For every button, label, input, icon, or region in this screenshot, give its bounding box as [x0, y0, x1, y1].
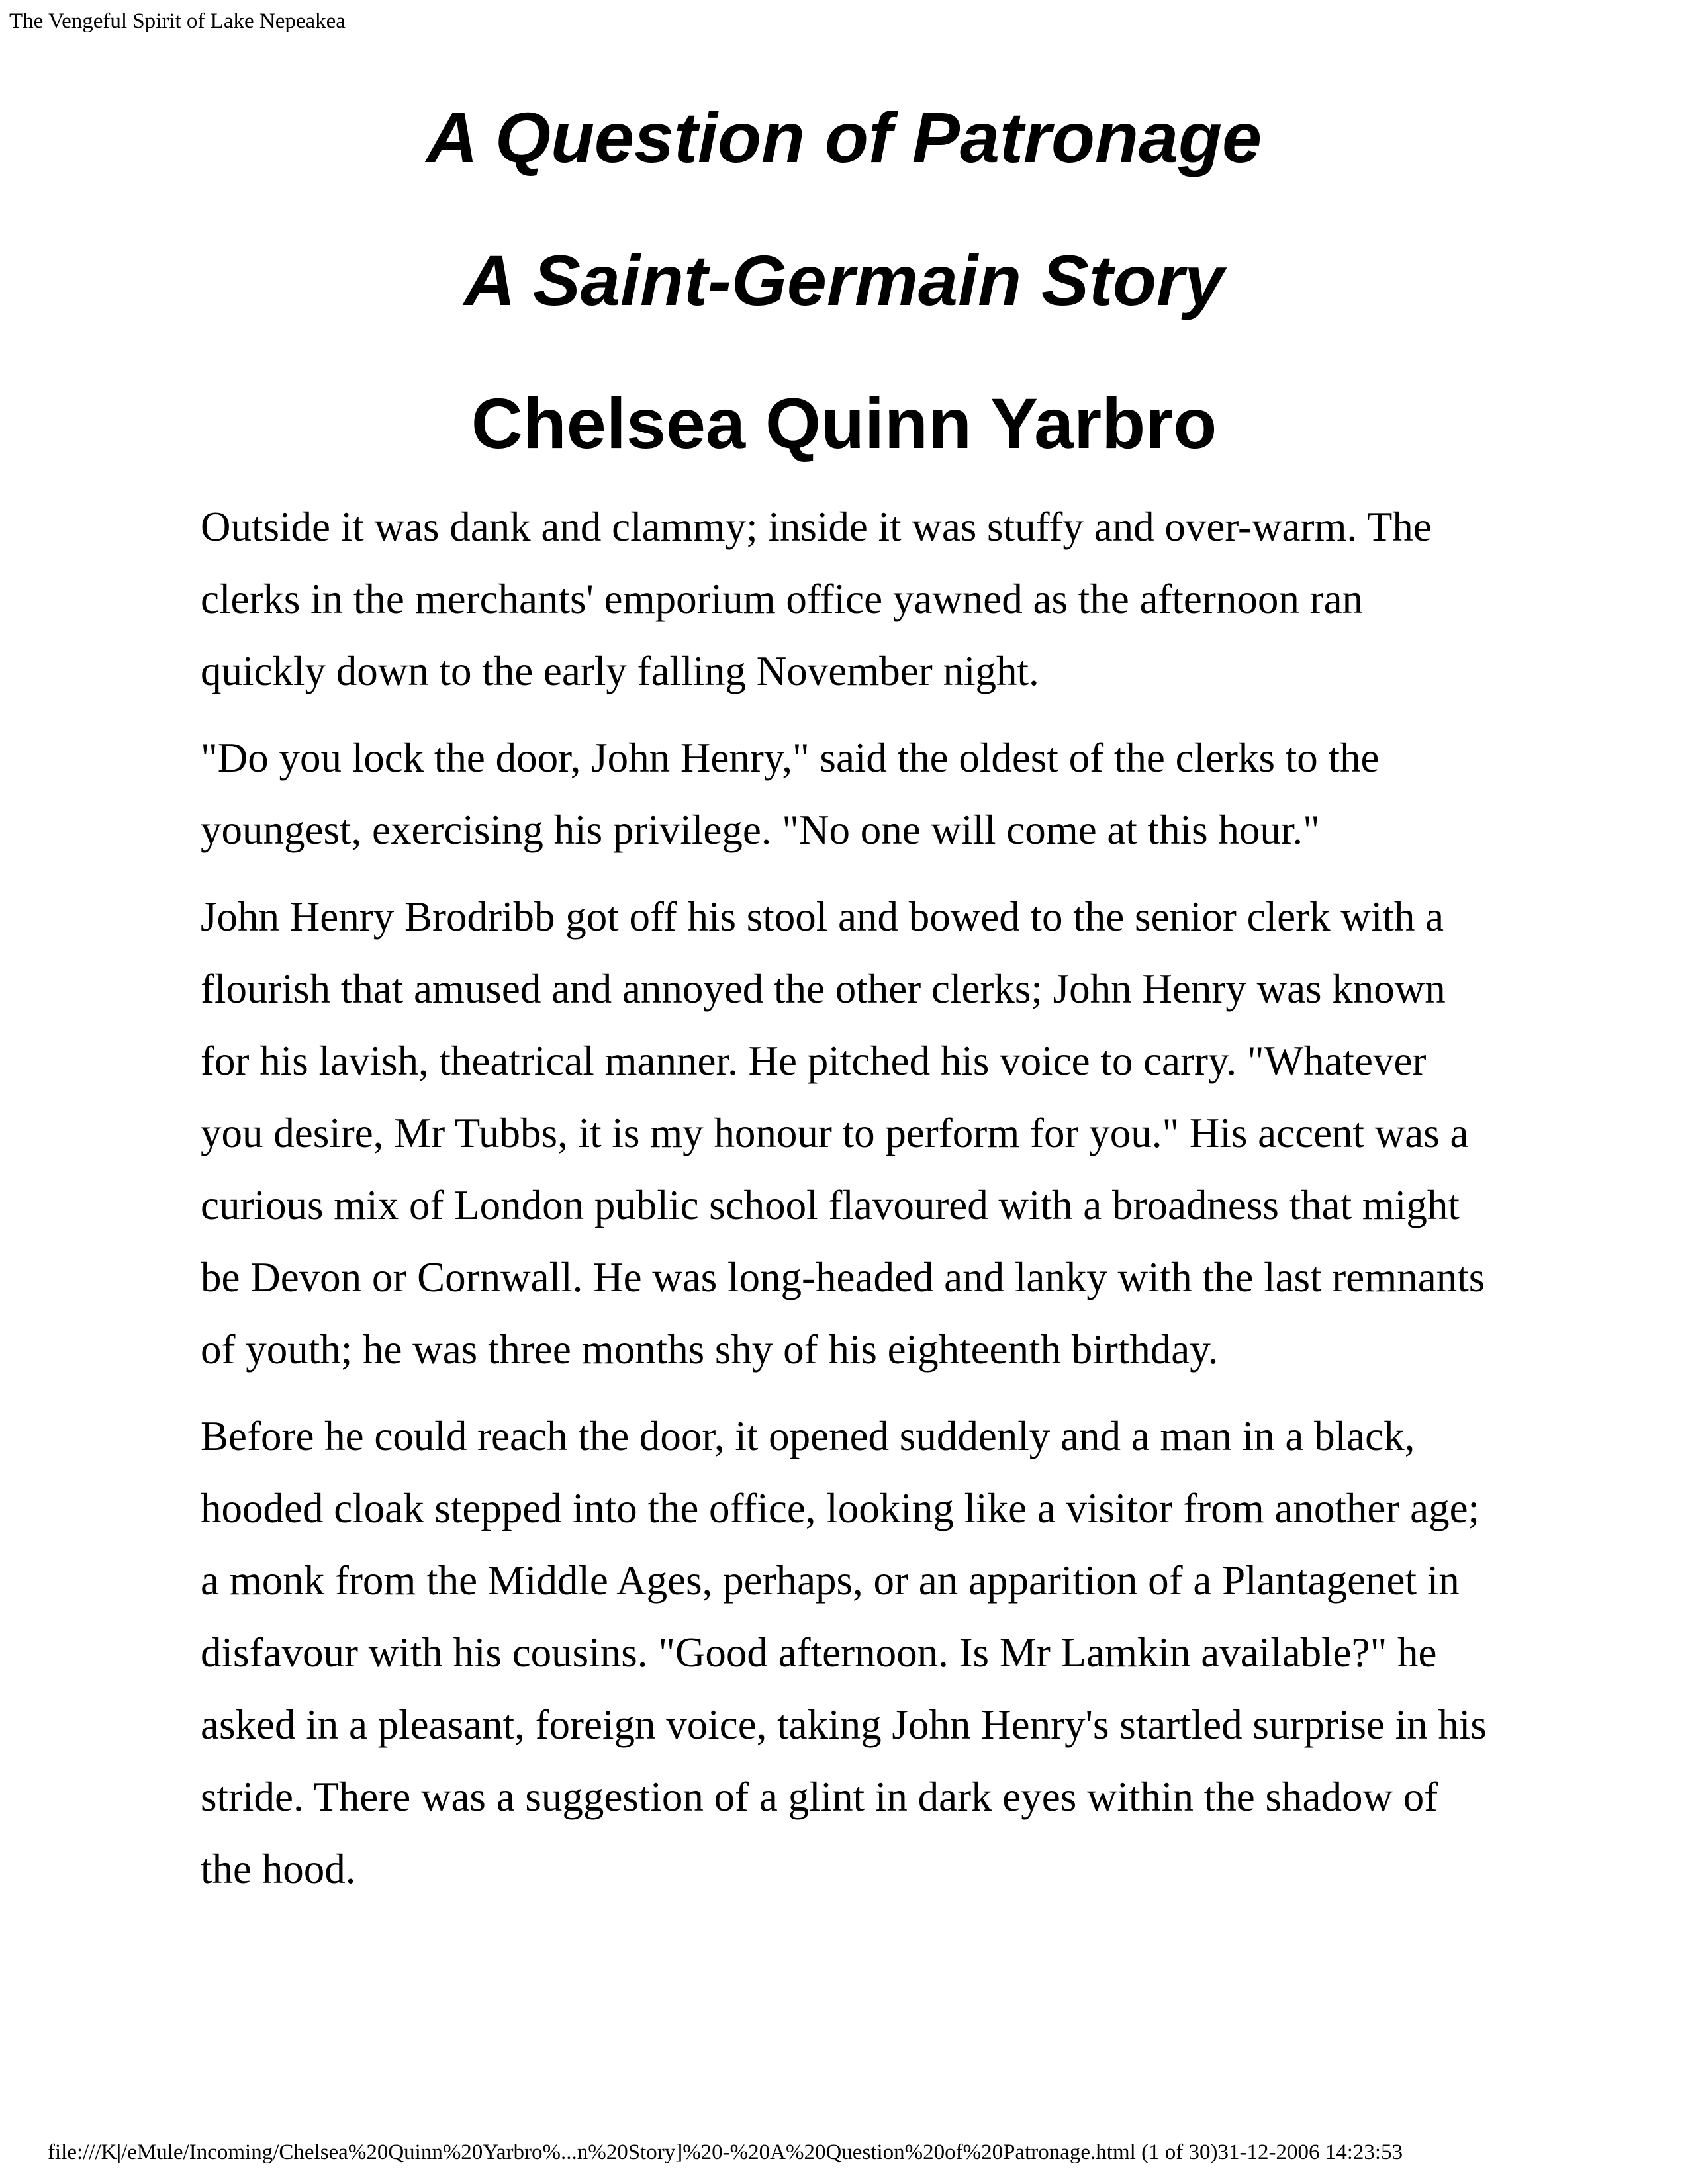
paragraph: Outside it was dank and clammy; inside it was stuffy and over-warm. The clerks in the merchants' emporium office yawned as the afternoon ran quickly down to the early falling November night. — [201, 504, 1432, 694]
title-block — [0, 66, 1688, 495]
story-subtitle: A Saint-Germain Story — [463, 240, 1225, 320]
story-body — [201, 491, 1491, 1920]
paragraph: "Do you lock the door, John Henry," said the oldest of the clerks to the youngest, exercising his privilege. "No one will come at this hour." — [201, 735, 1380, 853]
paragraph: Before he could reach the door, it opened suddenly and a man in a black, hooded cloak stepped into the office, looking like a visitor from another age; a monk from the Middle Ages, perhaps, or an apparition of a Plantagenet in disfavour with his cousins. "Good afternoon. Is Mr Lamkin available?" he asked in a pleasant, foreign voice, taking John Henry's startled surprise in his stride. There was a suggestion of a glint in dark eyes within the shadow of the hood. — [201, 1413, 1487, 1892]
story-title: A Question of Patronage — [426, 97, 1262, 177]
author-name: Chelsea Quinn Yarbro — [471, 383, 1217, 463]
running-header: The Vengeful Spirit of Lake Nepeakea — [9, 9, 346, 33]
page-footer: file:///K|/eMule/Incoming/Chelsea%20Quinn%20Yarbro%...n%20Story]%20-%20A%20Question%20of%20Patronage.html (1 of 30)31-12-2006 14:23:53 — [48, 2140, 1403, 2164]
paragraph: John Henry Brodribb got off his stool and bowed to the senior clerk with a flourish that amused and annoyed the other clerks; John Henry was known for his lavish, theatrical manner. He pitched his voice to carry. "Whatever you desire, Mr Tubbs, it is my honour to perform for you." His accent was a curious mix of London public school flavoured with a broadness that might be Devon or Cornwall. He was long-headed and lanky with the last remnants of youth; he was three months shy of his eighteenth birthday. — [201, 893, 1485, 1373]
